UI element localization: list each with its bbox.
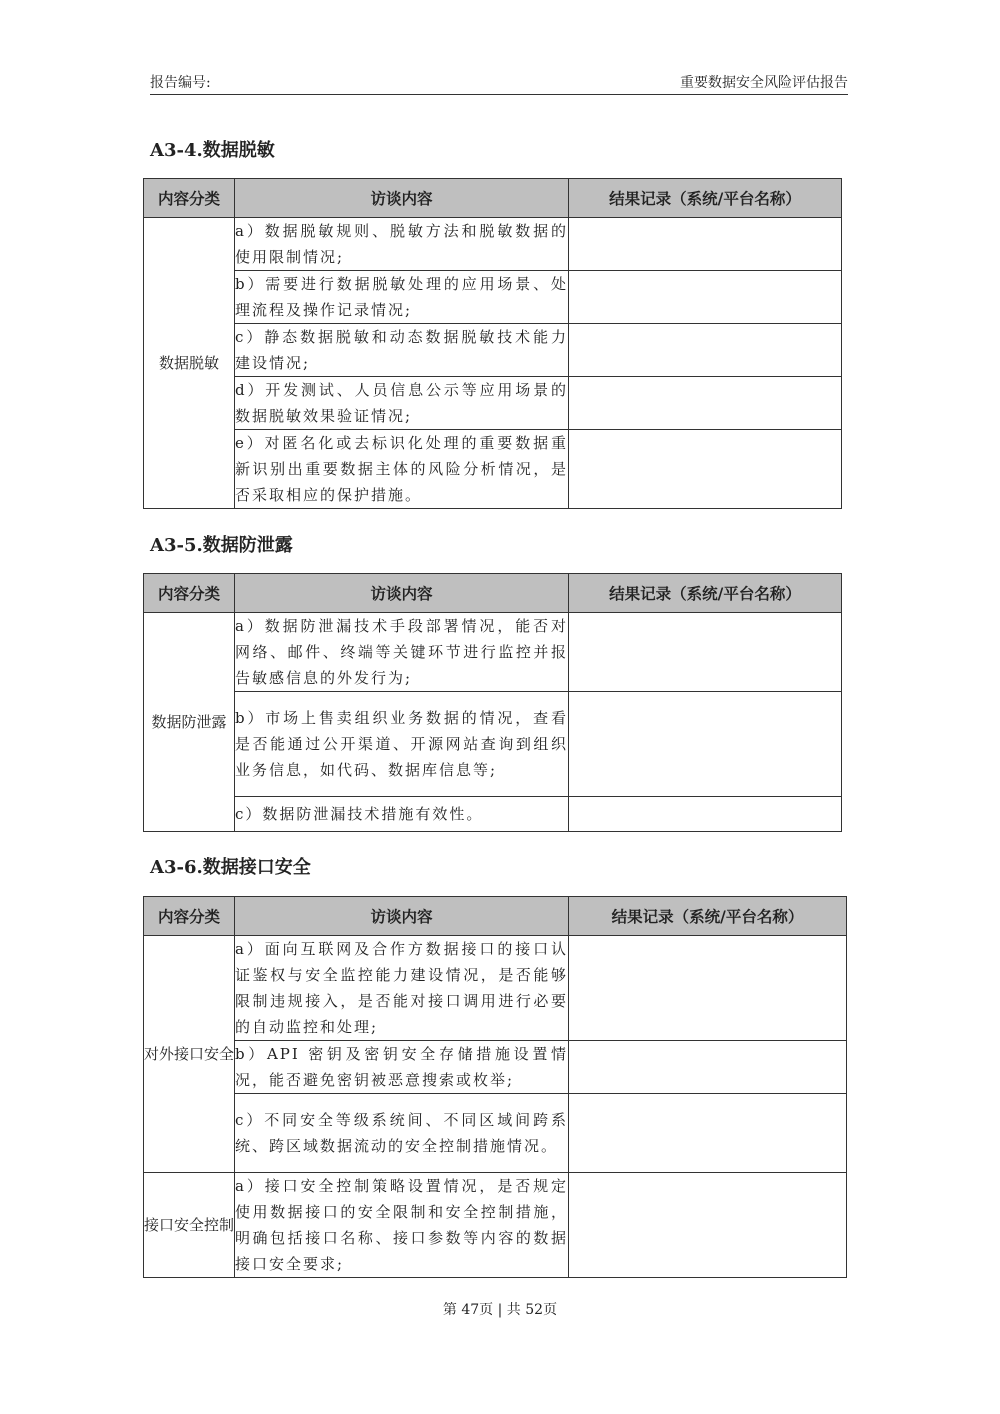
column-header-category: 内容分类: [144, 179, 235, 218]
column-header-result: 结果记录（系统/平台名称）: [569, 897, 847, 936]
result-cell[interactable]: [569, 271, 842, 324]
interview-item: c）数据防泄漏技术措施有效性。: [235, 797, 569, 832]
result-cell[interactable]: [569, 218, 842, 271]
interview-table: [143, 178, 842, 509]
column-header-result: 结果记录（系统/平台名称）: [569, 574, 842, 613]
table-row: [144, 1173, 847, 1278]
table-header-row: [144, 179, 842, 218]
interview-item: e）对匿名化或去标识化处理的重要数据重新识别出重要数据主体的风险分析情况，是否采取相应的保护措施。: [235, 430, 569, 509]
page-footer: 第 47页 | 共 52页: [442, 1302, 558, 1318]
table-row: [144, 271, 842, 324]
interview-table: [143, 573, 842, 832]
table-row: [144, 1041, 847, 1094]
category-cell: 对外接口安全: [144, 936, 235, 1173]
result-cell[interactable]: [569, 797, 842, 832]
result-cell[interactable]: [569, 430, 842, 509]
column-header-content: 访谈内容: [235, 574, 569, 613]
interview-item: a）接口安全控制策略设置情况，是否规定使用数据接口的安全限制和安全控制措施，明确包括接口名称、接口参数等内容的数据接口安全要求;: [235, 1173, 569, 1278]
interview-item: a）数据防泄漏技术手段部署情况，能否对网络、邮件、终端等关键环节进行监控并报告敏感信息的外发行为;: [235, 613, 569, 692]
result-cell[interactable]: [569, 1094, 847, 1173]
result-cell[interactable]: [569, 936, 847, 1041]
table-row: [144, 377, 842, 430]
interview-item: d）开发测试、人员信息公示等应用场景的数据脱敏效果验证情况;: [235, 377, 569, 430]
table-row: [144, 797, 842, 832]
column-header-content: 访谈内容: [235, 179, 569, 218]
page-header: [150, 70, 848, 95]
category-cell: 数据脱敏: [144, 218, 235, 509]
result-cell[interactable]: [569, 1041, 847, 1094]
interview-table: [143, 896, 847, 1278]
interview-item: a）面向互联网及合作方数据接口的接口认证鉴权与安全监控能力建设情况，是否能够限制违规接入，是否能对接口调用进行必要的自动监控和处理;: [235, 936, 569, 1041]
report-title: 重要数据安全风险评估报告: [680, 75, 848, 91]
category-cell: 数据防泄露: [144, 613, 235, 832]
table-row: [144, 692, 842, 797]
section-title: A3-5.数据防泄露: [150, 535, 293, 556]
report-number-label: 报告编号:: [150, 75, 211, 91]
table-row: [144, 218, 842, 271]
result-cell[interactable]: [569, 1173, 847, 1278]
section-title: A3-4.数据脱敏: [150, 140, 275, 161]
table-row: [144, 430, 842, 509]
result-cell[interactable]: [569, 324, 842, 377]
result-cell[interactable]: [569, 377, 842, 430]
interview-item: c）静态数据脱敏和动态数据脱敏技术能力建设情况;: [235, 324, 569, 377]
category-cell: 接口安全控制: [144, 1173, 235, 1278]
table-header-row: [144, 897, 847, 936]
table-row: [144, 1094, 847, 1173]
interview-item: b）市场上售卖组织业务数据的情况，查看是否能通过公开渠道、开源网站查询到组织业务信息，如代码、数据库信息等;: [235, 692, 569, 797]
table-row: [144, 936, 847, 1041]
interview-item: c）不同安全等级系统间、不同区域间跨系统、跨区域数据流动的安全控制措施情况。: [235, 1094, 569, 1173]
column-header-category: 内容分类: [144, 574, 235, 613]
column-header-content: 访谈内容: [235, 897, 569, 936]
table-row: [144, 613, 842, 692]
result-cell[interactable]: [569, 692, 842, 797]
column-header-result: 结果记录（系统/平台名称）: [569, 179, 842, 218]
interview-item: b）需要进行数据脱敏处理的应用场景、处理流程及操作记录情况;: [235, 271, 569, 324]
column-header-category: 内容分类: [144, 897, 235, 936]
section-title: A3-6.数据接口安全: [150, 857, 311, 878]
table-row: [144, 324, 842, 377]
interview-item: b）API 密钥及密钥安全存储措施设置情况，能否避免密钥被恶意搜索或枚举;: [235, 1041, 569, 1094]
interview-item: a）数据脱敏规则、脱敏方法和脱敏数据的使用限制情况;: [235, 218, 569, 271]
table-header-row: [144, 574, 842, 613]
result-cell[interactable]: [569, 613, 842, 692]
